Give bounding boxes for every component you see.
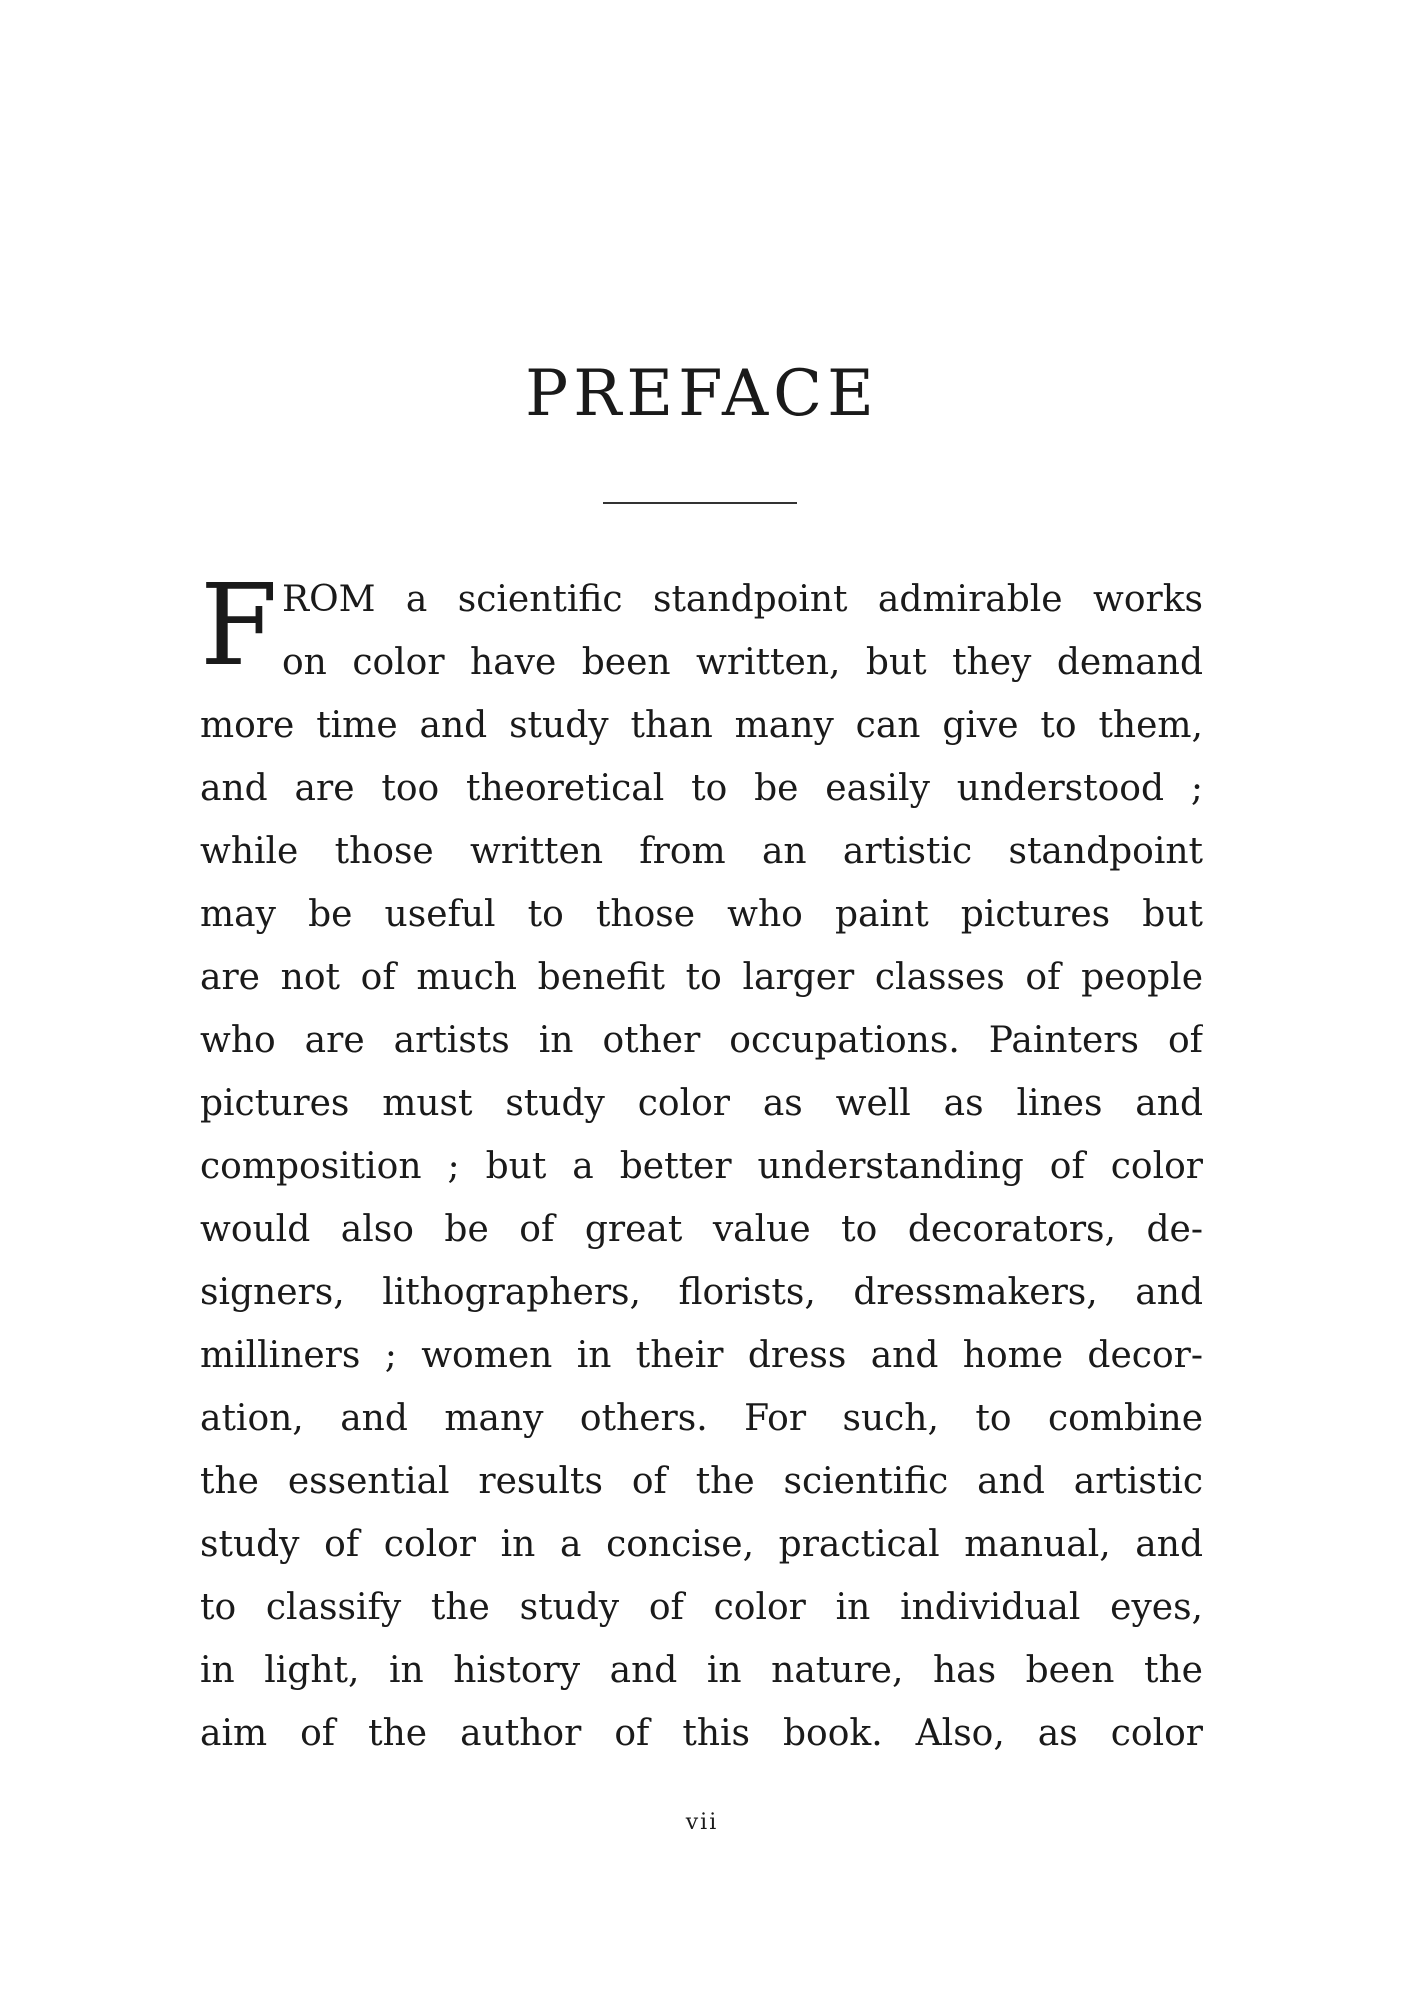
- drop-cap: F: [200, 561, 278, 691]
- text-line: composition ; but a better understanding of color: [200, 1146, 1203, 1187]
- page-number: vii: [685, 1810, 719, 1835]
- title-divider: [603, 502, 797, 504]
- text-line: on color have been written, but they demand: [282, 642, 1203, 683]
- text-line: while those written from an artistic standpoint: [200, 831, 1203, 872]
- text-line: ROM a scientific standpoint admirable works: [282, 579, 1203, 620]
- text-line: who are artists in other occupations. Painters of: [200, 1020, 1203, 1061]
- text-line: study of color in a concise, practical manual, and: [200, 1524, 1203, 1565]
- text-line: aim of the author of this book. Also, as color: [200, 1713, 1203, 1754]
- text-line: would also be of great value to decorators, de-: [200, 1209, 1203, 1250]
- text-line: are not of much benefit to larger classes of people: [200, 957, 1203, 998]
- text-line: and are too theoretical to be easily understood ;: [200, 768, 1203, 809]
- text-line: signers, lithographers, florists, dressmakers, and: [200, 1272, 1203, 1313]
- text-line: pictures must study color as well as lines and: [200, 1083, 1203, 1124]
- text-line: to classify the study of color in individual eyes,: [200, 1587, 1203, 1628]
- text-line: more time and study than many can give to them,: [200, 705, 1203, 746]
- text-line: may be useful to those who paint pictures but: [200, 894, 1203, 935]
- preface-body: [200, 561, 1203, 1765]
- page-title: PREFACE: [525, 357, 879, 431]
- text-line: milliners ; women in their dress and home decor-: [200, 1335, 1203, 1376]
- text-line: ation, and many others. For such, to combine: [200, 1398, 1203, 1439]
- text-line: the essential results of the scientific and artistic: [200, 1461, 1203, 1502]
- text-line: in light, in history and in nature, has been the: [200, 1650, 1203, 1691]
